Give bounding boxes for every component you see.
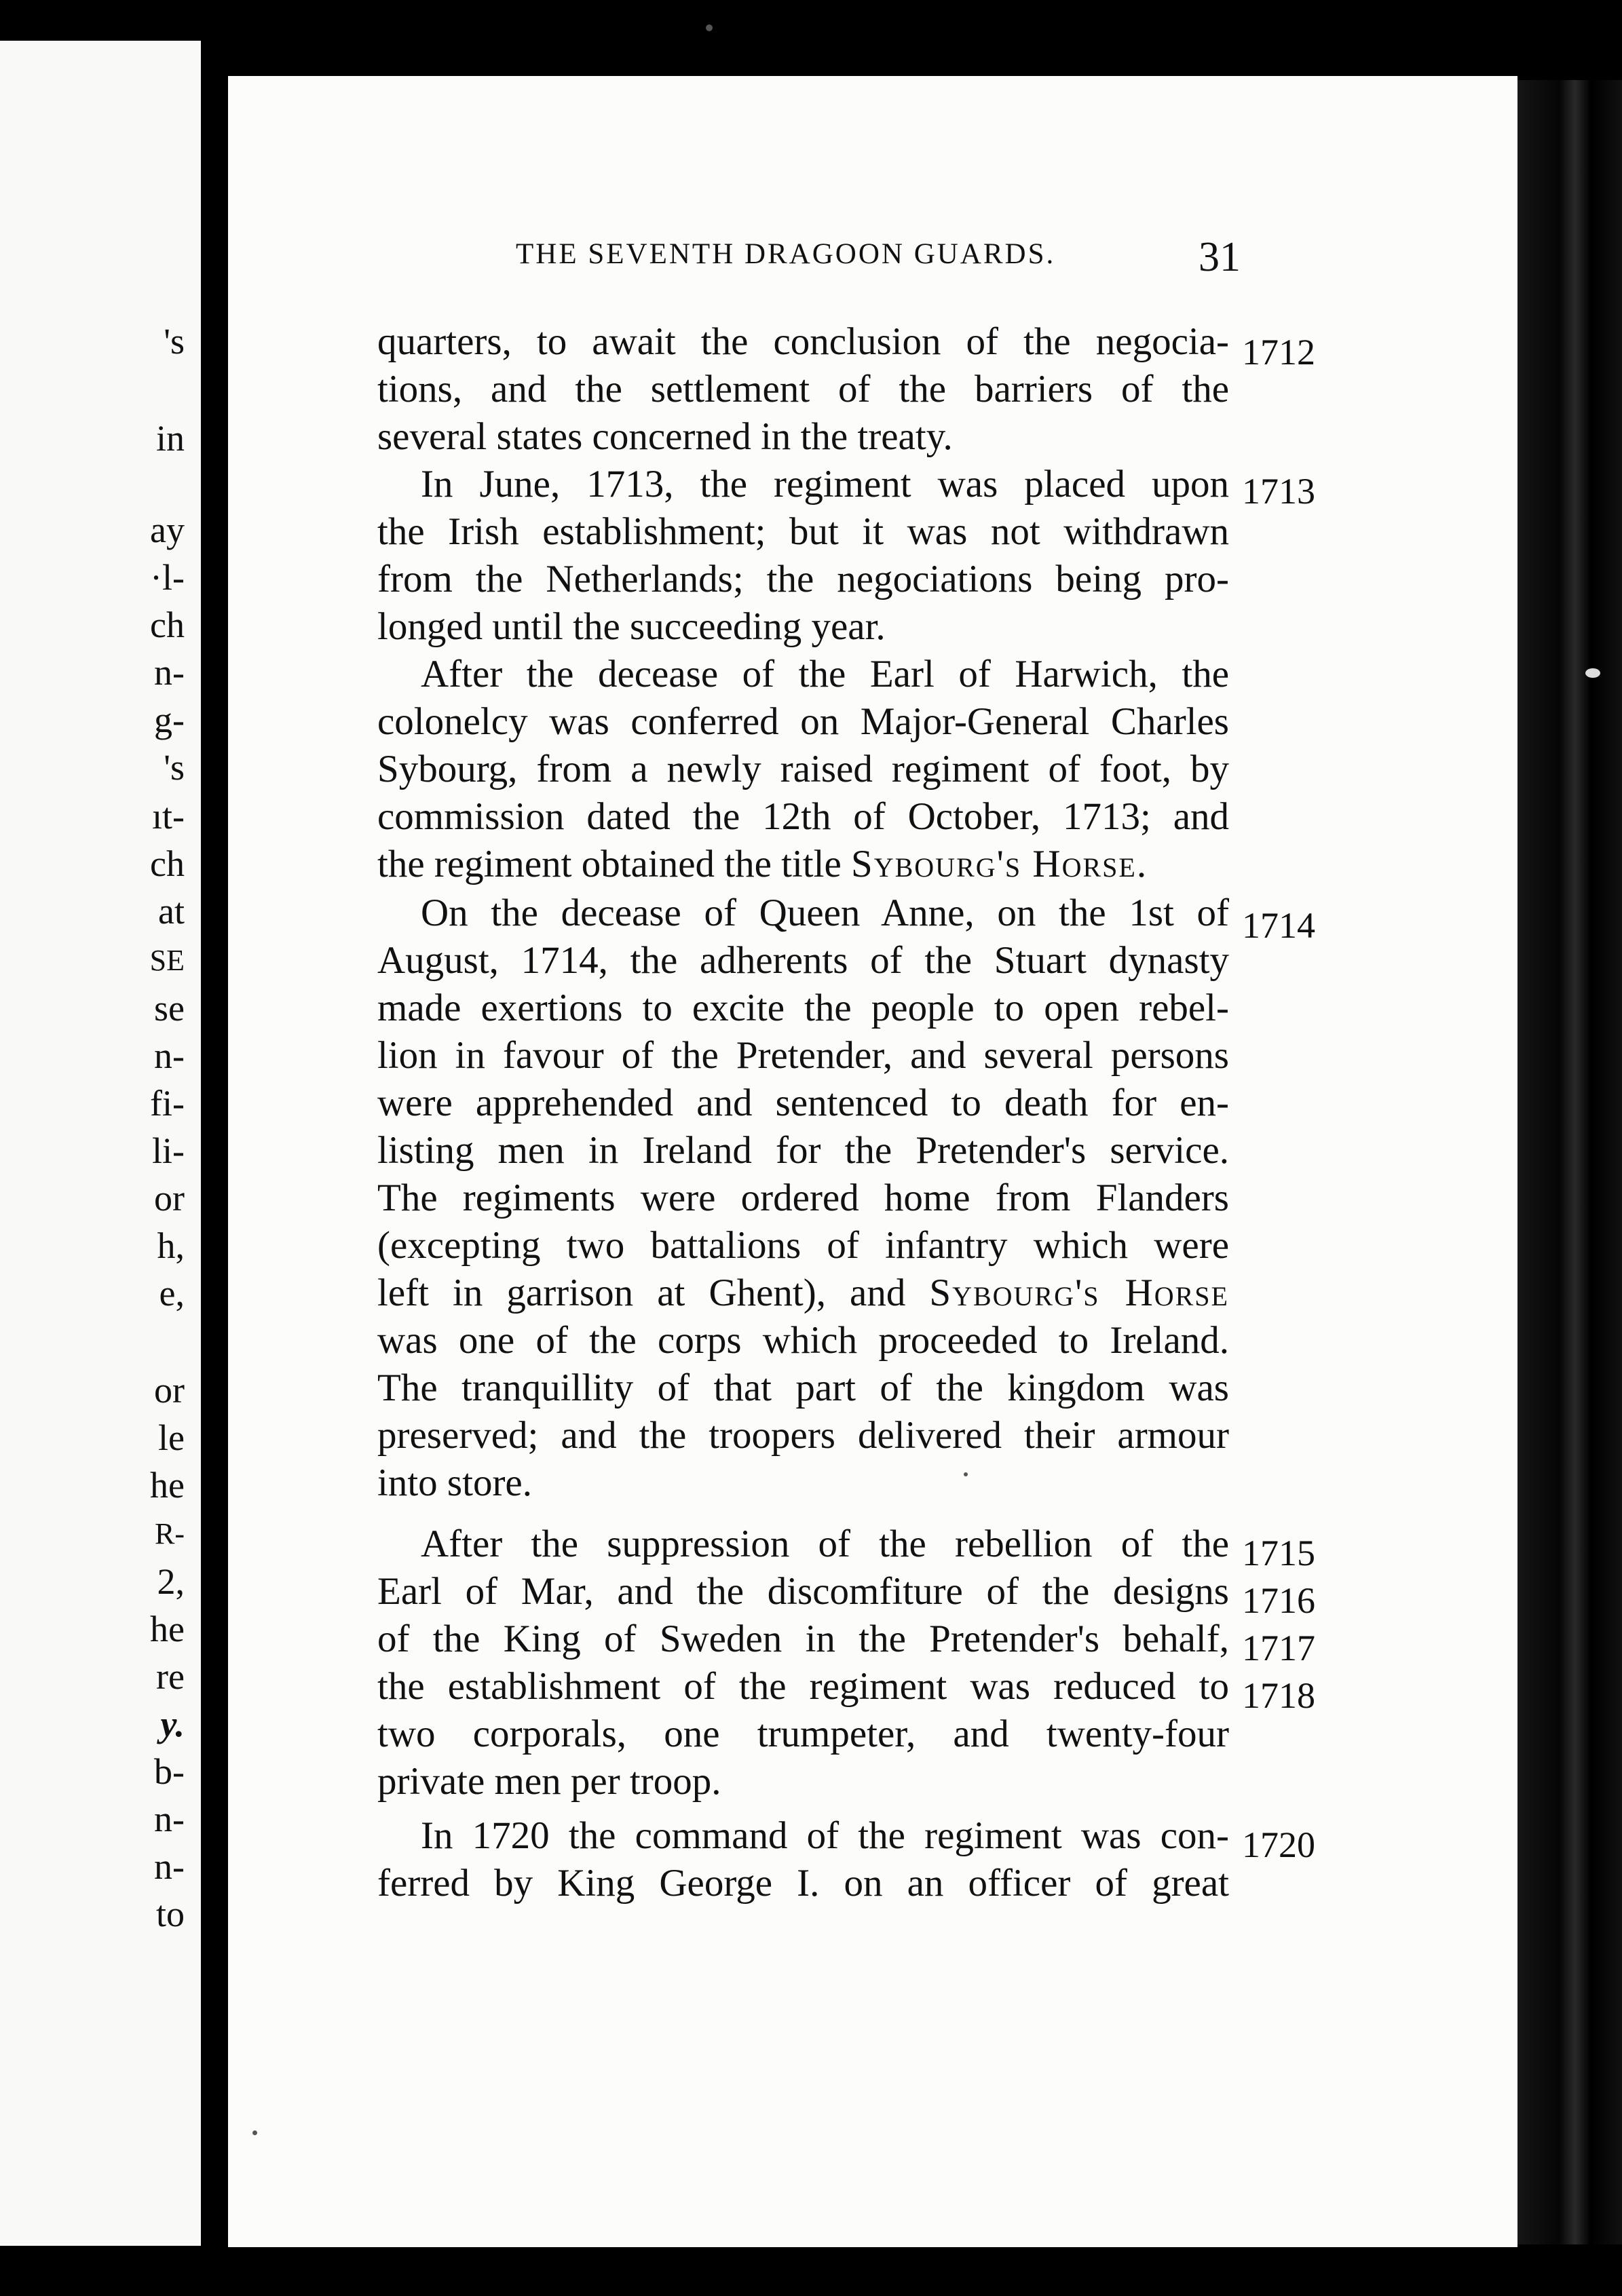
margin-year: 1712 [1242,332,1315,372]
body-line: several states concerned in the treaty. [377,415,953,458]
scan-speck [252,2130,257,2135]
body-line: tions, and the settlement of the barriers of the [377,368,1229,410]
body-line: lion in favour of the Pretender, and several persons [377,1034,1229,1077]
previous-page-fragment: b- [154,1751,185,1792]
previous-page-fragment: to [155,1894,185,1934]
previous-page-fragment: R- [155,1517,185,1550]
body-line: commission dated the 12th of October, 1713; and [377,795,1229,838]
body-line: from the Netherlands; the negociations being pro- [377,558,1229,600]
body-line: preserved; and the troopers delivered their armour [377,1414,1229,1457]
body-text: the regiment obtained the title [377,843,842,885]
regiment-name: Sybourg's Horse [851,843,1137,885]
body-line [377,841,1229,887]
previous-page-fragment: ıt- [152,796,185,837]
body-line: made exertions to excite the people to open rebel- [377,987,1229,1029]
previous-page-fragment: g- [154,700,185,740]
body-line: On the decease of Queen Anne, on the 1st of [421,892,1229,934]
previous-page-fragment: re [156,1656,185,1697]
margin-year: 1714 [1242,905,1315,946]
body-line: into store. [377,1461,532,1504]
previous-page-fragment: 's [164,747,185,788]
body-line: two corporals, one trumpeter, and twenty-four [377,1713,1229,1755]
margin-year: 1716 [1242,1580,1315,1621]
body-line: In June, 1713, the regiment was placed upon [421,463,1229,505]
body-line: colonelcy was conferred on Major-General Charles [377,700,1229,743]
previous-page-fragment: n- [154,1799,185,1839]
previous-page-fragment: ch [150,843,185,884]
page-number: 31 [1199,234,1241,280]
margin-year: 1720 [1242,1824,1315,1865]
previous-page-fragment: se [154,988,185,1029]
body-line: After the decease of the Earl of Harwich, the [421,653,1229,695]
body-line: Earl of Mar, and the discomfiture of the designs [377,1570,1229,1613]
previous-page-fragment: 's [164,321,185,362]
body-line: private men per troop. [377,1760,721,1803]
page-edge-shadow [1517,80,1622,2244]
scan-speck [1585,668,1600,678]
body-line: listing men in Ireland for the Pretender's service. [377,1129,1229,1172]
previous-page-fragment: n- [154,652,185,693]
body-text: left in garrison at Ghent), and [377,1271,906,1314]
body-line: was one of the corps which proceeded to Ireland. [377,1319,1229,1362]
previous-page-fragment: fi- [150,1083,185,1124]
body-line: the Irish establishment; but it was not withdrawn [377,510,1229,553]
margin-year: 1718 [1242,1675,1315,1716]
body-line: of the King of Sweden in the Pretender's behalf, [377,1618,1229,1660]
margin-year: 1713 [1242,471,1315,512]
body-line: The tranquillity of that part of the kingdom was [377,1366,1229,1409]
margin-year: 1715 [1242,1533,1315,1573]
scan-speck [964,1472,968,1476]
previous-page-fragment: ch [150,605,185,645]
previous-page-fragment: n- [154,1846,185,1887]
previous-page-fragment: 2, [157,1561,185,1602]
body-line: (excepting two battalions of infantry which were [377,1224,1229,1267]
previous-page-fragment: y. [160,1704,185,1744]
scan-speck [706,24,713,31]
body-line: longed until the succeeding year. [377,605,886,648]
previous-page-fragment: he [150,1609,185,1649]
body-line: were apprehended and sentenced to death for en- [377,1082,1229,1124]
previous-page-fragment: le [158,1417,185,1458]
body-line: the establishment of the regiment was reduced to [377,1665,1229,1708]
body-line: August, 1714, the adherents of the Stuart dynasty [377,939,1229,982]
body-line: In 1720 the command of the regiment was con- [421,1814,1229,1857]
margin-year: 1717 [1242,1628,1315,1668]
body-line [377,1270,1229,1316]
previous-page-fragment: ·l- [150,557,185,598]
previous-page-fragment: or [154,1370,185,1411]
previous-page-fragment: at [158,891,185,932]
previous-page-fragment: he [150,1465,185,1506]
previous-page-edge [0,41,201,2246]
body-line: After the suppression of the rebellion of the [421,1523,1229,1565]
body-line: The regiments were ordered home from Flanders [377,1176,1229,1219]
body-line: Sybourg, from a newly raised regiment of foot, by [377,748,1229,790]
previous-page-fragment: li- [152,1130,185,1171]
previous-page-fragment: ay [150,510,185,550]
previous-page-fragment: h, [157,1225,185,1266]
regiment-name: Sybourg's Horse [929,1271,1229,1314]
body-line: quarters, to await the conclusion of the negocia- [377,320,1229,363]
running-head: THE SEVENTH DRAGOON GUARDS. [516,238,1056,270]
previous-page-fragment: or [154,1178,185,1219]
previous-page-fragment: n- [154,1035,185,1076]
previous-page-fragment: e, [159,1273,185,1314]
body-line: ferred by King George I. on an officer of great [377,1862,1229,1905]
previous-page-fragment: in [155,418,185,459]
previous-page-fragment: SE [149,944,185,977]
punctuation: . [1136,843,1147,885]
